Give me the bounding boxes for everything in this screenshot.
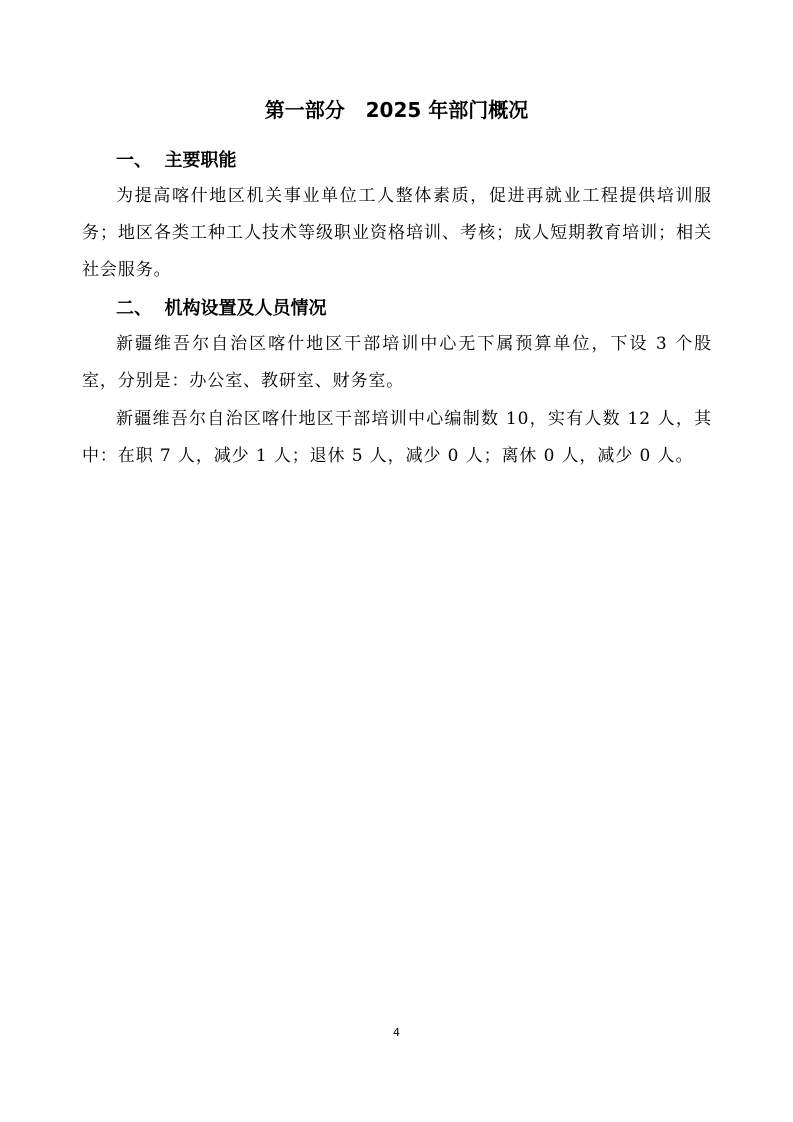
paragraph-organization-structure: 新疆维吾尔自治区喀什地区干部培训中心无下属预算单位，下设 3 个股室，分别是：办公室、教研室、财务室。	[82, 334, 712, 391]
paragraph-main-functions: 为提高喀什地区机关事业单位工人整体素质，促进再就业工程提供培训服务；地区各类工种工人技术等级职业资格培训、考核；成人短期教育培训；相关社会服务。	[82, 186, 712, 280]
paragraph-staffing: 新疆维吾尔自治区喀什地区干部培训中心编制数 10，实有人数 12 人，其中：在职 7 人，减少 1 人；退休 5 人，减少 0 人；离休 0 人，减少 0 人。	[82, 409, 712, 466]
section-heading-organization: 二、 机构设置及人员情况	[116, 298, 327, 319]
page-title: 第一部分 2025 年部门概况	[264, 98, 529, 122]
page-number: 4	[393, 1026, 400, 1039]
section-heading-main-functions: 一、 主要职能	[116, 150, 237, 171]
